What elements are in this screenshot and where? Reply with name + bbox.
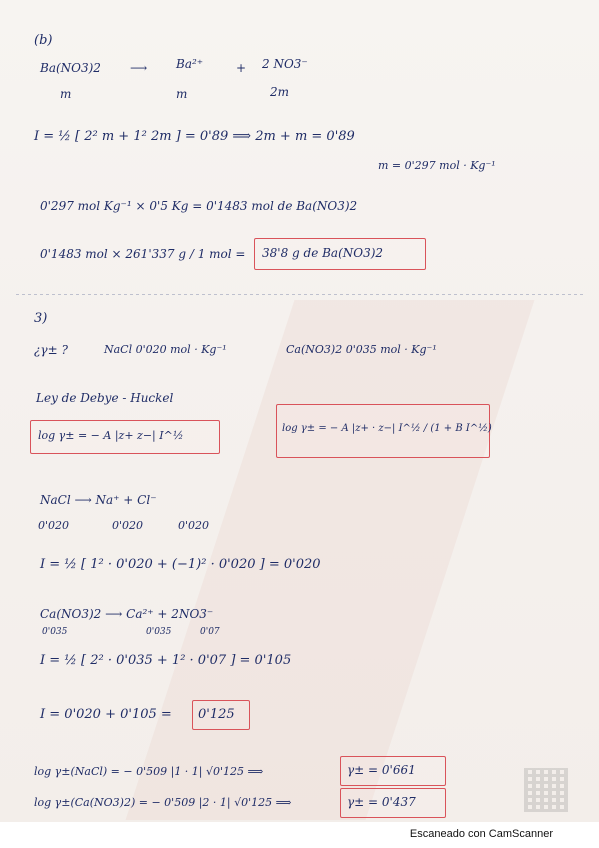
watermark-qr-icon bbox=[524, 768, 568, 812]
log-gamma-cano3: log γ±(Ca(NO3)2) = − 0'509 |2 · 1| √0'125 ⟹ bbox=[34, 796, 292, 809]
question-gamma: ¿γ± ? bbox=[34, 343, 68, 357]
cano3-dissociation: Ca(NO3)2 ⟶ Ca²⁺ + 2NO3⁻ bbox=[40, 607, 214, 621]
gamma-cano3-result: γ± = 0'437 bbox=[347, 795, 416, 809]
reaction-product-no3: 2 NO3⁻ bbox=[262, 57, 308, 71]
mole-m1: m bbox=[60, 87, 72, 101]
part-3-label: 3) bbox=[34, 311, 48, 326]
moles-calculation: 0'297 mol Kg⁻¹ × 0'5 Kg = 0'1483 mol de Ba(NO3)2 bbox=[40, 199, 358, 213]
nacl-value-3: 0'020 bbox=[178, 519, 210, 532]
nacl-dissociation: NaCl ⟶ Na⁺ + Cl⁻ bbox=[40, 493, 157, 507]
ionic-strength-equation: I = ½ [ 2² m + 1² 2m ] = 0'89 ⟹ 2m + m = 0'89 bbox=[34, 129, 355, 144]
section-divider bbox=[16, 294, 583, 295]
dh-simple-formula: log γ± = − A |z+ z−| I^½ bbox=[38, 429, 184, 442]
log-gamma-nacl: log γ±(NaCl) = − 0'509 |1 · 1| √0'125 ⟹ bbox=[34, 765, 264, 778]
nacl-concentration: NaCl 0'020 mol · Kg⁻¹ bbox=[104, 343, 227, 356]
mass-result: 38'8 g de Ba(NO3)2 bbox=[262, 246, 384, 260]
ionic-strength-total-result: 0'125 bbox=[198, 707, 235, 722]
molality-result: m = 0'297 mol · Kg⁻¹ bbox=[378, 159, 496, 172]
nacl-value-1: 0'020 bbox=[38, 519, 70, 532]
debye-huckel-title: Ley de Debye - Huckel bbox=[36, 391, 174, 405]
ionic-strength-total: I = 0'020 + 0'105 = bbox=[40, 707, 172, 722]
reaction-plus: + bbox=[236, 61, 247, 75]
scanner-footer bbox=[0, 822, 599, 848]
reaction-arrow: ⟶ bbox=[130, 61, 148, 75]
mass-calculation: 0'1483 mol × 261'337 g / 1 mol = bbox=[40, 247, 246, 261]
gamma-nacl-result: γ± = 0'661 bbox=[347, 763, 416, 777]
mole-m3: 2m bbox=[270, 85, 290, 99]
scanner-watermark-text: Escaneado con CamScanner bbox=[409, 828, 553, 840]
nacl-value-2: 0'020 bbox=[112, 519, 144, 532]
ca-value-1: 0'035 bbox=[42, 627, 68, 637]
ca-value-2: 0'035 bbox=[146, 627, 172, 637]
reaction-reactant: Ba(NO3)2 bbox=[40, 61, 101, 75]
cano3-concentration: Ca(NO3)2 0'035 mol · Kg⁻¹ bbox=[286, 343, 437, 356]
part-b-label: (b) bbox=[34, 33, 53, 48]
ionic-strength-ca: I = ½ [ 2² · 0'035 + 1² · 0'07 ] = 0'105 bbox=[40, 653, 292, 668]
reaction-product-ba: Ba²⁺ bbox=[176, 57, 204, 71]
ca-value-3: 0'07 bbox=[200, 627, 220, 637]
ionic-strength-nacl: I = ½ [ 1² · 0'020 + (−1)² · 0'020 ] = 0'020 bbox=[40, 557, 321, 572]
dh-extended-formula: log γ± = − A |z+ · z−| I^½ / (1 + B I^½) bbox=[282, 423, 492, 434]
mole-m2: m bbox=[176, 87, 188, 101]
